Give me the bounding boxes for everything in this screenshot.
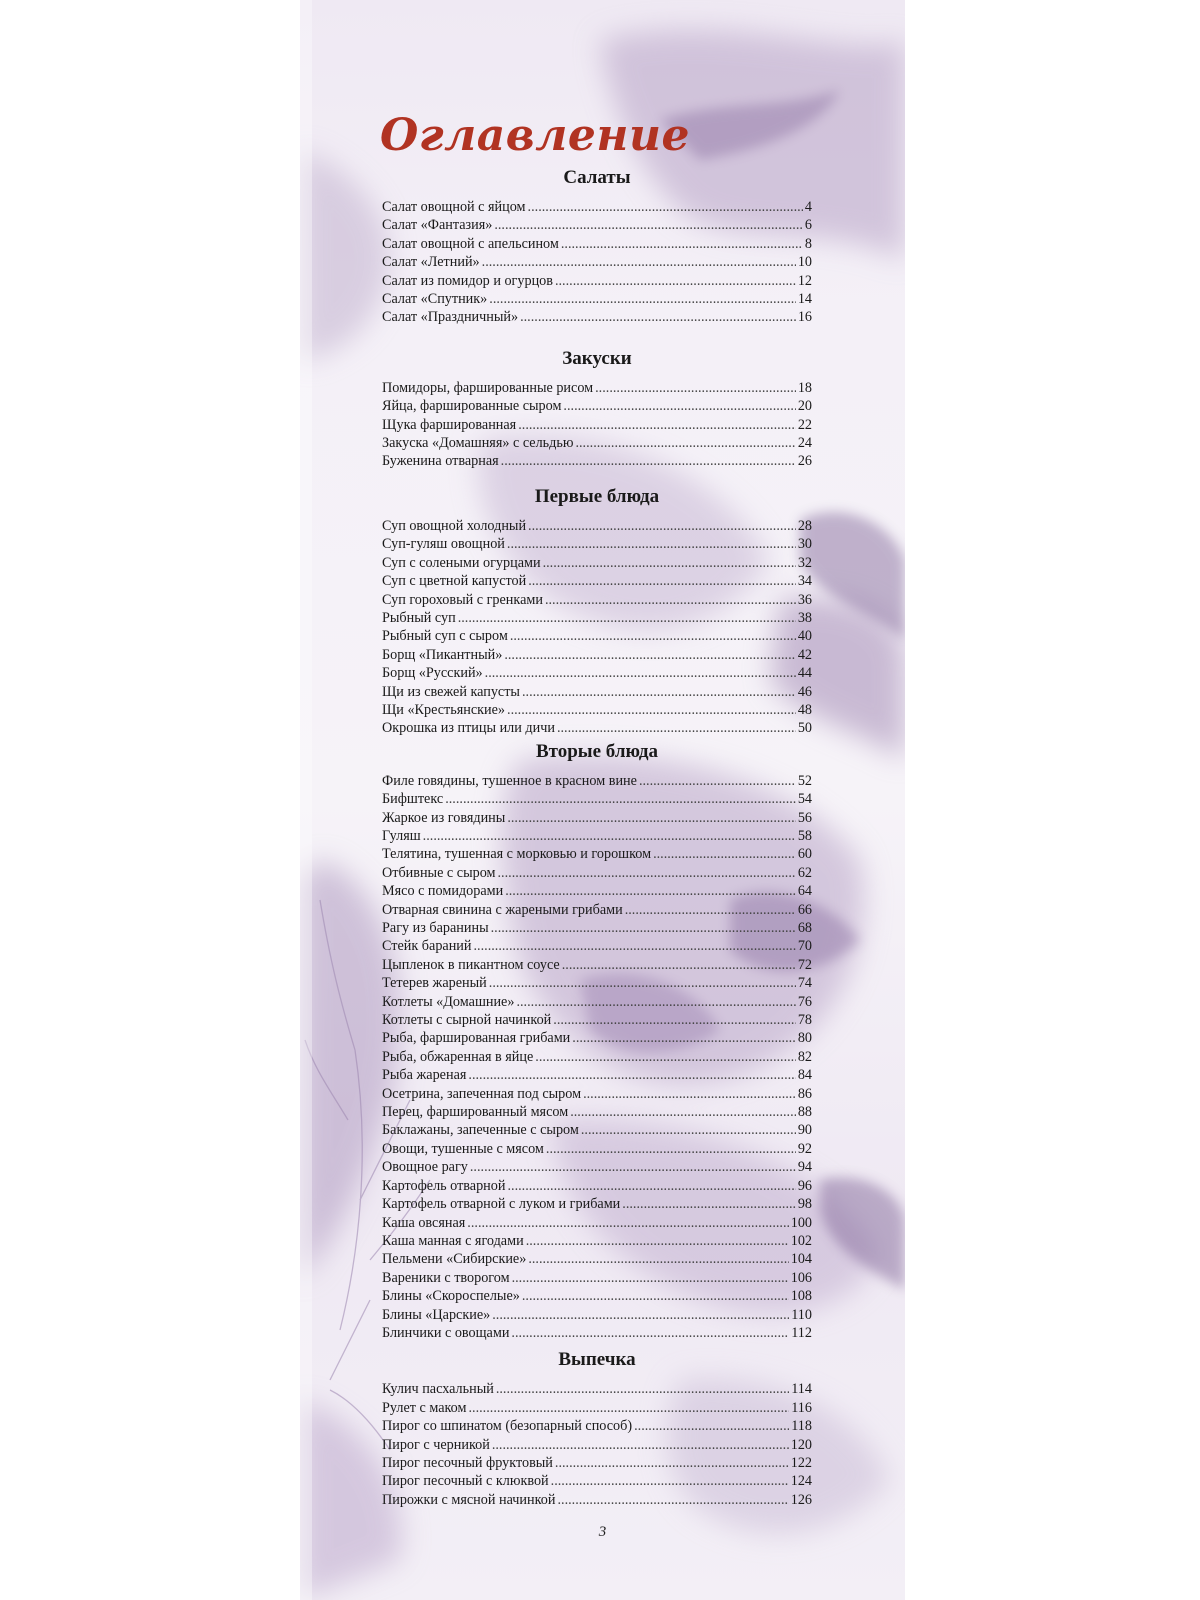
toc-entry-page: 90 (797, 1122, 812, 1139)
toc-entry[interactable] (382, 664, 812, 682)
toc-entry-title: Суп с солеными огурцами (382, 554, 541, 571)
toc-entry[interactable] (382, 1436, 812, 1454)
dot-leader (489, 290, 796, 308)
toc-entry-page: 110 (791, 1306, 812, 1323)
section-heading: Закуски (562, 347, 632, 369)
book-page (300, 0, 905, 1600)
toc-entry[interactable] (382, 609, 812, 627)
dot-leader (553, 1011, 796, 1029)
toc-entry-title: Гуляш (382, 827, 421, 844)
toc-entry-title: Салат «Праздничный» (382, 309, 519, 326)
toc-entry-title: Рыба жареная (382, 1067, 467, 1084)
toc-entry-title: Рулет с маком (382, 1399, 467, 1416)
toc-entry-title: Пирог со шпинатом (безопарный способ) (382, 1418, 633, 1435)
toc-entry-page: 48 (797, 701, 812, 718)
toc-entry[interactable] (382, 1324, 812, 1342)
dot-leader (595, 379, 796, 397)
dot-leader (505, 882, 796, 900)
toc-entry[interactable] (382, 253, 812, 271)
toc-entry-title: Салат «Летний» (382, 254, 480, 271)
dot-leader (551, 1472, 789, 1490)
toc-entry[interactable] (382, 1103, 812, 1121)
toc-title: Оглавление (380, 110, 690, 161)
toc-entry[interactable] (382, 1417, 812, 1435)
toc-entry-page: 38 (797, 609, 812, 626)
toc-entry-page: 10 (797, 254, 812, 271)
toc-entry-page: 32 (797, 554, 812, 571)
toc-entry[interactable] (382, 1158, 812, 1176)
toc-entry-title: Баклажаны, запеченные с сыром (382, 1122, 579, 1139)
toc-entry-page: 34 (797, 573, 812, 590)
dot-leader (511, 1324, 789, 1342)
toc-entry-title: Пирожки с мясной начинкой (382, 1491, 556, 1508)
toc-entry-title: Салат «Фантазия» (382, 217, 493, 234)
section-heading: Вторые блюда (535, 740, 659, 762)
dot-leader (535, 1048, 796, 1066)
dot-leader (575, 434, 795, 452)
toc-entry-page: 60 (797, 846, 812, 863)
table-of-contents (382, 110, 812, 1509)
dot-leader (423, 827, 796, 845)
toc-entry-title: Филе говядины, тушенное в красном вине (382, 772, 637, 789)
toc-entry[interactable] (382, 1250, 812, 1268)
toc-entry-title: Жаркое из говядины (382, 809, 506, 826)
toc-entry-title: Суп с цветной капустой (382, 573, 527, 590)
toc-entry[interactable] (382, 827, 812, 845)
toc-entry-title: Блины «Скороспелые» (382, 1288, 520, 1305)
toc-entry-page: 24 (797, 435, 812, 452)
toc-entry[interactable] (382, 1214, 812, 1232)
toc-entry[interactable] (382, 937, 812, 955)
toc-entry-title: Борщ «Русский» (382, 665, 483, 682)
dot-leader (572, 1029, 796, 1047)
toc-entry[interactable] (382, 864, 812, 882)
toc-entry-title: Овощи, тушенные с мясом (382, 1140, 544, 1157)
toc-entry-page: 124 (790, 1473, 812, 1490)
toc-entry[interactable] (382, 1066, 812, 1084)
toc-entry-title: Картофель отварной (382, 1177, 506, 1194)
toc-entry-title: Пирог песочный с клюквой (382, 1473, 549, 1490)
toc-entry-page: 54 (797, 791, 812, 808)
dot-leader (581, 1121, 796, 1139)
toc-entry[interactable] (382, 397, 812, 415)
toc-entry[interactable] (382, 1048, 812, 1066)
toc-entry[interactable] (382, 1140, 812, 1158)
dot-leader (474, 937, 796, 955)
dot-leader (634, 1417, 789, 1435)
dot-leader (528, 517, 796, 535)
toc-entry-title: Бифштекс (382, 791, 444, 808)
toc-entry[interactable] (382, 308, 812, 326)
dot-leader (512, 1269, 789, 1287)
dot-leader (507, 535, 796, 553)
toc-entry-title: Кулич пасхальный (382, 1381, 494, 1398)
dot-leader (570, 1103, 796, 1121)
toc-entry-title: Отварная свинина с жареными грибами (382, 901, 623, 918)
dot-leader (507, 1177, 795, 1195)
dot-leader (445, 790, 796, 808)
toc-entry[interactable] (382, 198, 812, 216)
toc-entry[interactable] (382, 809, 812, 827)
dot-leader (485, 664, 796, 682)
toc-entry-page: 26 (797, 453, 812, 470)
toc-entry-page: 116 (791, 1399, 812, 1416)
toc-entry[interactable] (382, 1121, 812, 1139)
toc-sections (382, 166, 812, 1509)
toc-entry-page: 70 (797, 938, 812, 955)
toc-entry-page: 40 (797, 628, 812, 645)
toc-entry[interactable] (382, 1269, 812, 1287)
toc-entry[interactable] (382, 1491, 812, 1509)
toc-entry-page: 82 (797, 1048, 812, 1065)
toc-entry[interactable] (382, 772, 812, 790)
dot-leader (468, 1399, 789, 1417)
dot-leader (510, 627, 796, 645)
toc-entry-page: 118 (791, 1418, 812, 1435)
toc-entry-page: 106 (790, 1269, 812, 1286)
dot-leader (507, 809, 796, 827)
dot-leader (489, 974, 796, 992)
toc-entry[interactable] (382, 235, 812, 253)
toc-entry-page: 92 (797, 1140, 812, 1157)
toc-section (382, 166, 812, 327)
dot-leader (625, 901, 796, 919)
dot-leader (526, 1232, 789, 1250)
toc-entry[interactable] (382, 1454, 812, 1472)
toc-entry-title: Пирог с черникой (382, 1436, 490, 1453)
toc-entry-title: Рыбный суп с сыром (382, 628, 508, 645)
dot-leader (561, 235, 803, 253)
toc-entry-list (382, 517, 812, 738)
toc-entry-title: Перец, фаршированный мясом (382, 1104, 569, 1121)
dot-leader (522, 683, 796, 701)
toc-entry-title: Цыпленок в пикантном соусе (382, 956, 560, 973)
toc-section (382, 485, 812, 738)
section-heading: Выпечка (558, 1349, 636, 1371)
toc-entry-title: Осетрина, запеченная под сыром (382, 1085, 582, 1102)
toc-entry-page: 58 (797, 827, 812, 844)
toc-entry-page: 68 (797, 920, 812, 936)
toc-entry[interactable] (382, 379, 812, 397)
toc-entry-page: 76 (797, 993, 812, 1010)
toc-entry[interactable] (382, 1306, 812, 1324)
toc-entry-page: 104 (790, 1251, 812, 1268)
dot-leader (520, 308, 796, 326)
toc-entry-page: 64 (797, 883, 812, 900)
toc-entry-page: 12 (797, 272, 812, 289)
toc-entry-page: 8 (804, 235, 812, 252)
toc-entry[interactable] (382, 517, 812, 535)
toc-entry[interactable] (382, 1011, 812, 1029)
toc-entry-page: 4 (804, 199, 812, 215)
dot-leader (522, 1287, 789, 1305)
section-heading: Салаты (563, 167, 631, 188)
dot-leader (482, 253, 796, 271)
dot-leader (622, 1195, 796, 1213)
toc-entry-page: 50 (797, 720, 812, 737)
dot-leader (492, 1306, 789, 1324)
toc-entry[interactable] (382, 1029, 812, 1047)
toc-entry[interactable] (382, 956, 812, 974)
toc-entry[interactable] (382, 974, 812, 992)
toc-entry[interactable] (382, 882, 812, 900)
toc-entry[interactable] (382, 535, 812, 553)
toc-entry-title: Щи из свежей капусты (382, 683, 520, 700)
dot-leader (557, 1491, 788, 1509)
toc-entry-title: Щука фаршированная (382, 416, 517, 433)
toc-entry-page: 22 (797, 416, 812, 433)
toc-entry-page: 80 (797, 1030, 812, 1047)
toc-entry-page: 122 (790, 1454, 812, 1471)
toc-entry-title: Яйца, фаршированные сыром (382, 398, 562, 415)
toc-entry-page: 18 (797, 379, 812, 396)
toc-entry[interactable] (382, 790, 812, 808)
toc-entry-title: Буженина отварная (382, 453, 499, 470)
toc-entry[interactable] (382, 627, 812, 645)
toc-entry-page: 6 (804, 217, 812, 234)
toc-entry[interactable] (382, 993, 812, 1011)
toc-entry[interactable] (382, 1085, 812, 1103)
toc-entry-title: Каша овсяная (382, 1214, 466, 1231)
toc-entry[interactable] (382, 683, 812, 701)
dot-leader (639, 772, 796, 790)
toc-entry-page: 52 (797, 772, 812, 789)
toc-entry[interactable] (382, 591, 812, 609)
toc-entry-page: 14 (797, 291, 812, 308)
toc-section (382, 347, 812, 471)
toc-entry[interactable] (382, 216, 812, 234)
toc-entry-page: 98 (797, 1196, 812, 1213)
toc-entry-title: Котлеты «Домашние» (382, 993, 515, 1010)
toc-entry-title: Мясо с помидорами (382, 883, 504, 900)
dot-leader (467, 1214, 788, 1232)
toc-entry-page: 74 (797, 975, 812, 992)
toc-entry-page: 88 (797, 1104, 812, 1121)
toc-entry-title: Щи «Крестьянские» (382, 701, 506, 718)
toc-entry-title: Суп-гуляш овощной (382, 536, 505, 553)
toc-entry-page: 114 (791, 1381, 812, 1398)
toc-entry-title: Салат овощной с яйцом (382, 199, 526, 215)
section-heading: Первые блюда (534, 485, 660, 507)
toc-entry[interactable] (382, 1177, 812, 1195)
dot-leader (543, 554, 796, 572)
toc-entry-list (382, 1380, 812, 1509)
toc-entry-page: 56 (797, 809, 812, 826)
toc-entry-page: 62 (797, 864, 812, 881)
toc-entry[interactable] (382, 701, 812, 719)
toc-entry-title: Салат «Спутник» (382, 291, 488, 308)
toc-entry[interactable] (382, 572, 812, 590)
toc-entry-title: Овощное рагу (382, 1159, 468, 1176)
toc-entry-title: Рыба, фаршированная грибами (382, 1030, 571, 1047)
toc-entry[interactable] (382, 1232, 812, 1250)
dot-leader (528, 1250, 788, 1268)
toc-entry-title: Блины «Царские» (382, 1306, 491, 1323)
toc-entry-page: 94 (797, 1159, 812, 1176)
toc-entry-title: Рыба, обжаренная в яйце (382, 1048, 534, 1065)
toc-entry[interactable] (382, 416, 812, 434)
toc-entry-page: 72 (797, 956, 812, 973)
dot-leader (491, 919, 796, 937)
toc-entry[interactable] (382, 290, 812, 308)
toc-entry-title: Суп гороховый с гренками (382, 591, 543, 608)
dot-leader (470, 1158, 796, 1176)
toc-entry[interactable] (382, 1380, 812, 1398)
toc-entry[interactable] (382, 554, 812, 572)
dot-leader (507, 701, 796, 719)
toc-entry-title: Закуска «Домашняя» с сельдью (382, 435, 574, 452)
dot-leader (528, 572, 796, 590)
dot-leader (516, 993, 795, 1011)
toc-entry-title: Окрошка из птицы или дичи (382, 720, 555, 737)
toc-section (382, 740, 812, 1343)
toc-entry-title: Пирог песочный фруктовый (382, 1454, 553, 1471)
toc-entry-page: 42 (797, 646, 812, 663)
toc-entry-title: Каша манная с ягодами (382, 1232, 524, 1249)
toc-entry-title: Суп овощной холодный (382, 517, 527, 534)
toc-entry[interactable] (382, 1195, 812, 1213)
toc-entry[interactable] (382, 646, 812, 664)
toc-entry-page: 112 (791, 1324, 812, 1341)
toc-entry-title: Котлеты с сырной начинкой (382, 1012, 552, 1029)
toc-entry-page: 84 (797, 1067, 812, 1084)
dot-leader (557, 719, 796, 737)
toc-entry-page: 100 (790, 1214, 812, 1231)
dot-leader (518, 416, 796, 434)
toc-entry-title: Отбивные с сыром (382, 864, 496, 881)
toc-entry-page: 86 (797, 1085, 812, 1102)
dot-leader (498, 864, 796, 882)
toc-entry[interactable] (382, 845, 812, 863)
dot-leader (555, 272, 796, 290)
dot-leader (458, 609, 796, 627)
dot-leader (545, 591, 796, 609)
toc-entry-page: 28 (797, 517, 812, 534)
dot-leader (468, 1066, 795, 1084)
dot-leader (504, 646, 795, 664)
toc-section (382, 1348, 812, 1509)
page-number: 3 (598, 1524, 607, 1540)
toc-entry-title: Телятина, тушенная с морковью и горошком (382, 846, 652, 863)
toc-entry-page: 96 (797, 1177, 812, 1194)
toc-entry-title: Помидоры, фаршированные рисом (382, 379, 594, 396)
toc-entry-title: Стейк бараний (382, 938, 472, 955)
toc-entry-title: Борщ «Пикантный» (382, 646, 503, 663)
toc-entry-title: Картофель отварной с луком и грибами (382, 1196, 621, 1213)
toc-entry-title: Салат овощной с апельсином (382, 235, 559, 252)
toc-entry-title: Вареники с творогом (382, 1269, 510, 1286)
toc-entry[interactable] (382, 434, 812, 452)
toc-entry-page: 16 (797, 309, 812, 326)
toc-entry-page: 44 (797, 665, 812, 682)
dot-leader (546, 1140, 796, 1158)
toc-entry-list (382, 379, 812, 471)
toc-entry[interactable] (382, 452, 812, 470)
toc-entry[interactable] (382, 901, 812, 919)
dot-leader (494, 216, 803, 234)
dot-leader (563, 397, 795, 415)
dot-leader (583, 1085, 796, 1103)
toc-entry-title: Рыбный суп (382, 609, 456, 626)
dot-leader (653, 845, 796, 863)
toc-entry-page: 78 (797, 1012, 812, 1029)
toc-entry-page: 30 (797, 536, 812, 553)
toc-entry[interactable] (382, 1399, 812, 1417)
toc-entry-title: Рагу из баранины (382, 920, 489, 936)
dot-leader (528, 198, 803, 216)
dot-leader (555, 1454, 789, 1472)
toc-entry-title: Тетерев жареный (382, 975, 487, 992)
toc-entry[interactable] (382, 719, 812, 737)
toc-entry-title: Пельмени «Сибирские» (382, 1251, 527, 1268)
toc-entry[interactable] (382, 272, 812, 290)
toc-entry-title: Салат из помидор и огурцов (382, 272, 553, 289)
toc-entry[interactable] (382, 1472, 812, 1490)
toc-entry-page: 46 (797, 683, 812, 700)
toc-entry-page: 120 (790, 1436, 812, 1453)
toc-entry-list (382, 198, 812, 327)
toc-entry-page: 36 (797, 591, 812, 608)
dot-leader (496, 1380, 789, 1398)
dot-leader (492, 1436, 789, 1454)
toc-entry-page: 126 (790, 1491, 812, 1508)
toc-entry-list (382, 772, 812, 1343)
toc-entry[interactable] (382, 919, 812, 937)
toc-entry-page: 108 (790, 1288, 812, 1305)
toc-entry-page: 66 (797, 901, 812, 918)
toc-entry-title: Блинчики с овощами (382, 1324, 510, 1341)
toc-entry[interactable] (382, 1287, 812, 1305)
toc-entry-page: 102 (790, 1232, 812, 1249)
dot-leader (562, 956, 796, 974)
dot-leader (501, 452, 796, 470)
toc-entry-page: 20 (797, 398, 812, 415)
